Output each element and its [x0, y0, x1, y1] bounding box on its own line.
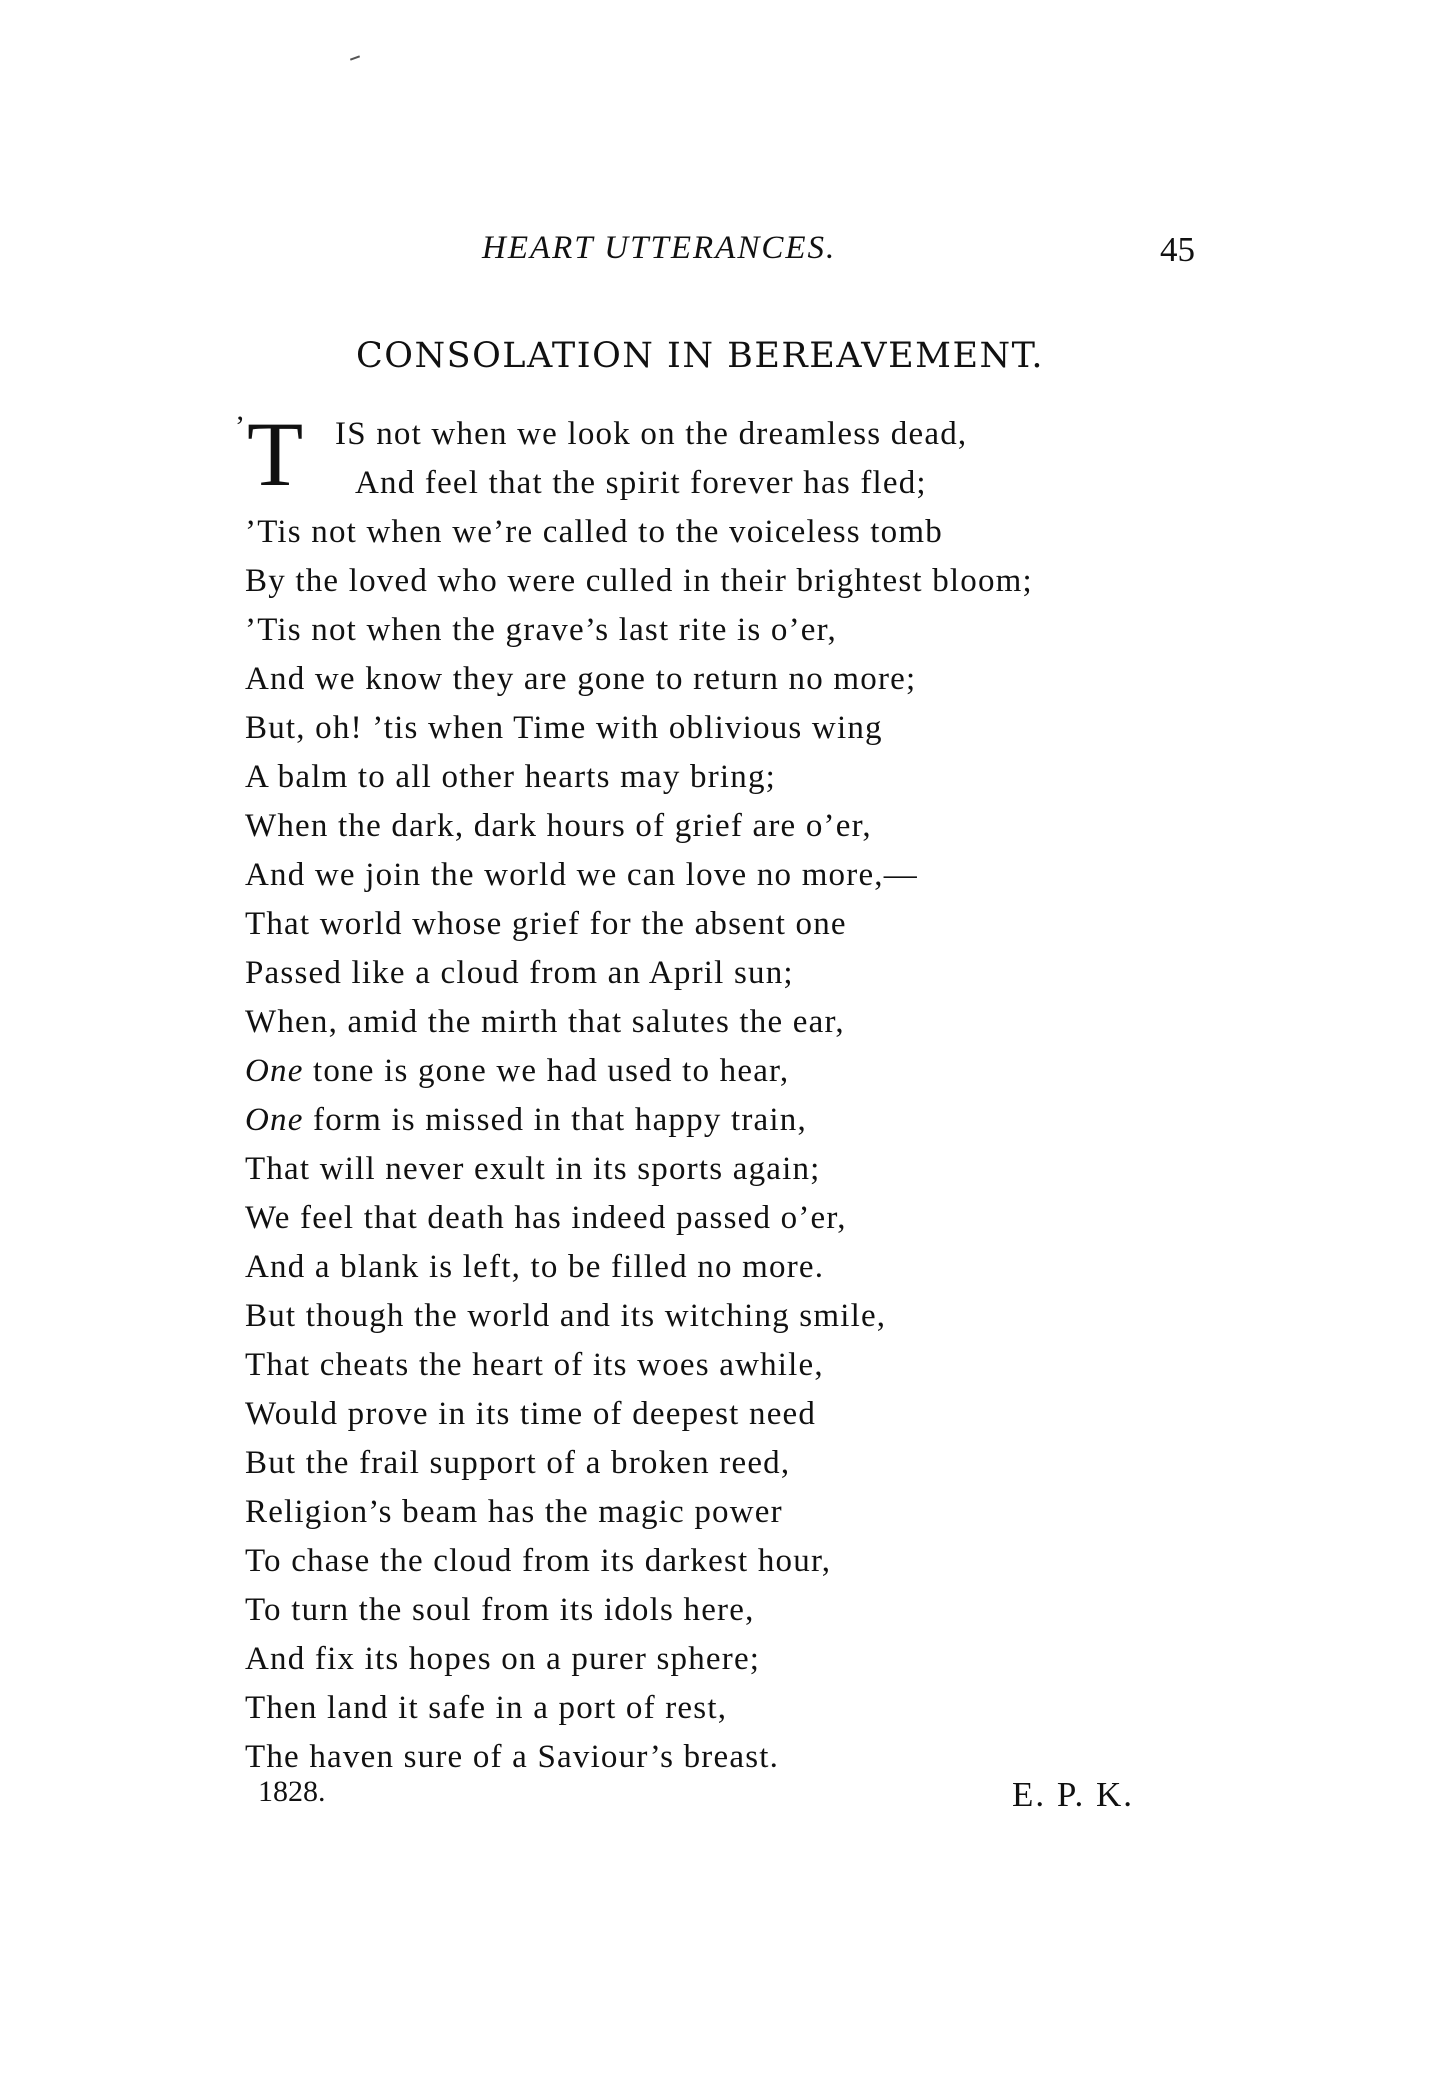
running-title: HEART UTTERANCES.	[482, 230, 837, 266]
italic-one: One	[245, 1053, 304, 1089]
drop-apostrophe: ’	[235, 410, 247, 443]
poem-line: Then land it safe in a port of rest,	[245, 1690, 728, 1726]
running-header	[0, 230, 1452, 280]
page-number: 45	[1160, 230, 1195, 269]
poem-line-one-tone	[245, 1047, 1245, 1096]
poem-line: And we join the world we can love no more,—	[245, 857, 918, 893]
line-rest: tone is gone we had used to hear,	[303, 1053, 790, 1089]
poem-line: ’Tis not when we’re called to the voiceless tomb	[245, 514, 943, 550]
line-rest: form is missed in that happy train,	[303, 1102, 807, 1138]
poem-line: And a blank is left, to be filled no more.	[245, 1249, 825, 1285]
author-initials: E. P. K.	[1012, 1775, 1134, 1814]
print-speck	[350, 55, 360, 60]
poem-line: Passed like a cloud from an April sun;	[245, 955, 794, 991]
poem-line: Would prove in its time of deepest need	[245, 1396, 817, 1432]
poem-title: CONSOLATION IN BEREAVEMENT.	[356, 336, 1044, 376]
poem-line: The haven sure of a Saviour’s breast.	[245, 1739, 780, 1775]
poem-line: But the frail support of a broken reed,	[245, 1445, 791, 1481]
poem-date: 1828.	[258, 1775, 326, 1808]
poem-line-one-form	[245, 1096, 1245, 1145]
poem-line: And we know they are gone to return no more;	[245, 661, 917, 697]
first-line-text: IS not when we look on the dreamless dead,	[335, 416, 968, 452]
poem-line: A balm to all other hearts may bring;	[245, 759, 777, 795]
poem-line: When, amid the mirth that salutes the ear,	[245, 1004, 845, 1040]
poem-line: And fix its hopes on a purer sphere;	[245, 1641, 761, 1677]
poem-line: To chase the cloud from its darkest hour,	[245, 1543, 832, 1579]
poem-line: When the dark, dark hours of grief are o’er,	[245, 808, 872, 844]
poem-line: We feel that death has indeed passed o’er,	[245, 1200, 847, 1236]
drop-cap: T	[247, 403, 305, 505]
poem-line: That cheats the heart of its woes awhile,	[245, 1347, 824, 1383]
poem-body	[235, 403, 1245, 1782]
poem-line: ’Tis not when the grave’s last rite is o’er,	[245, 612, 837, 648]
italic-one: One	[245, 1102, 304, 1138]
poem-line: By the loved who were culled in their brightest bloom;	[245, 563, 1033, 599]
poem-line: But, oh! ’tis when Time with oblivious wing	[245, 710, 883, 746]
poem-line: That will never exult in its sports again;	[245, 1151, 821, 1187]
poem-line: And feel that the spirit forever has fled;	[355, 465, 927, 501]
poem-line: But though the world and its witching smile,	[245, 1298, 887, 1334]
poem-line: That world whose grief for the absent one	[245, 906, 847, 942]
poem-line: To turn the soul from its idols here,	[245, 1592, 755, 1628]
poem-footer	[0, 1775, 1452, 1825]
poem-line: Religion’s beam has the magic power	[245, 1494, 783, 1530]
